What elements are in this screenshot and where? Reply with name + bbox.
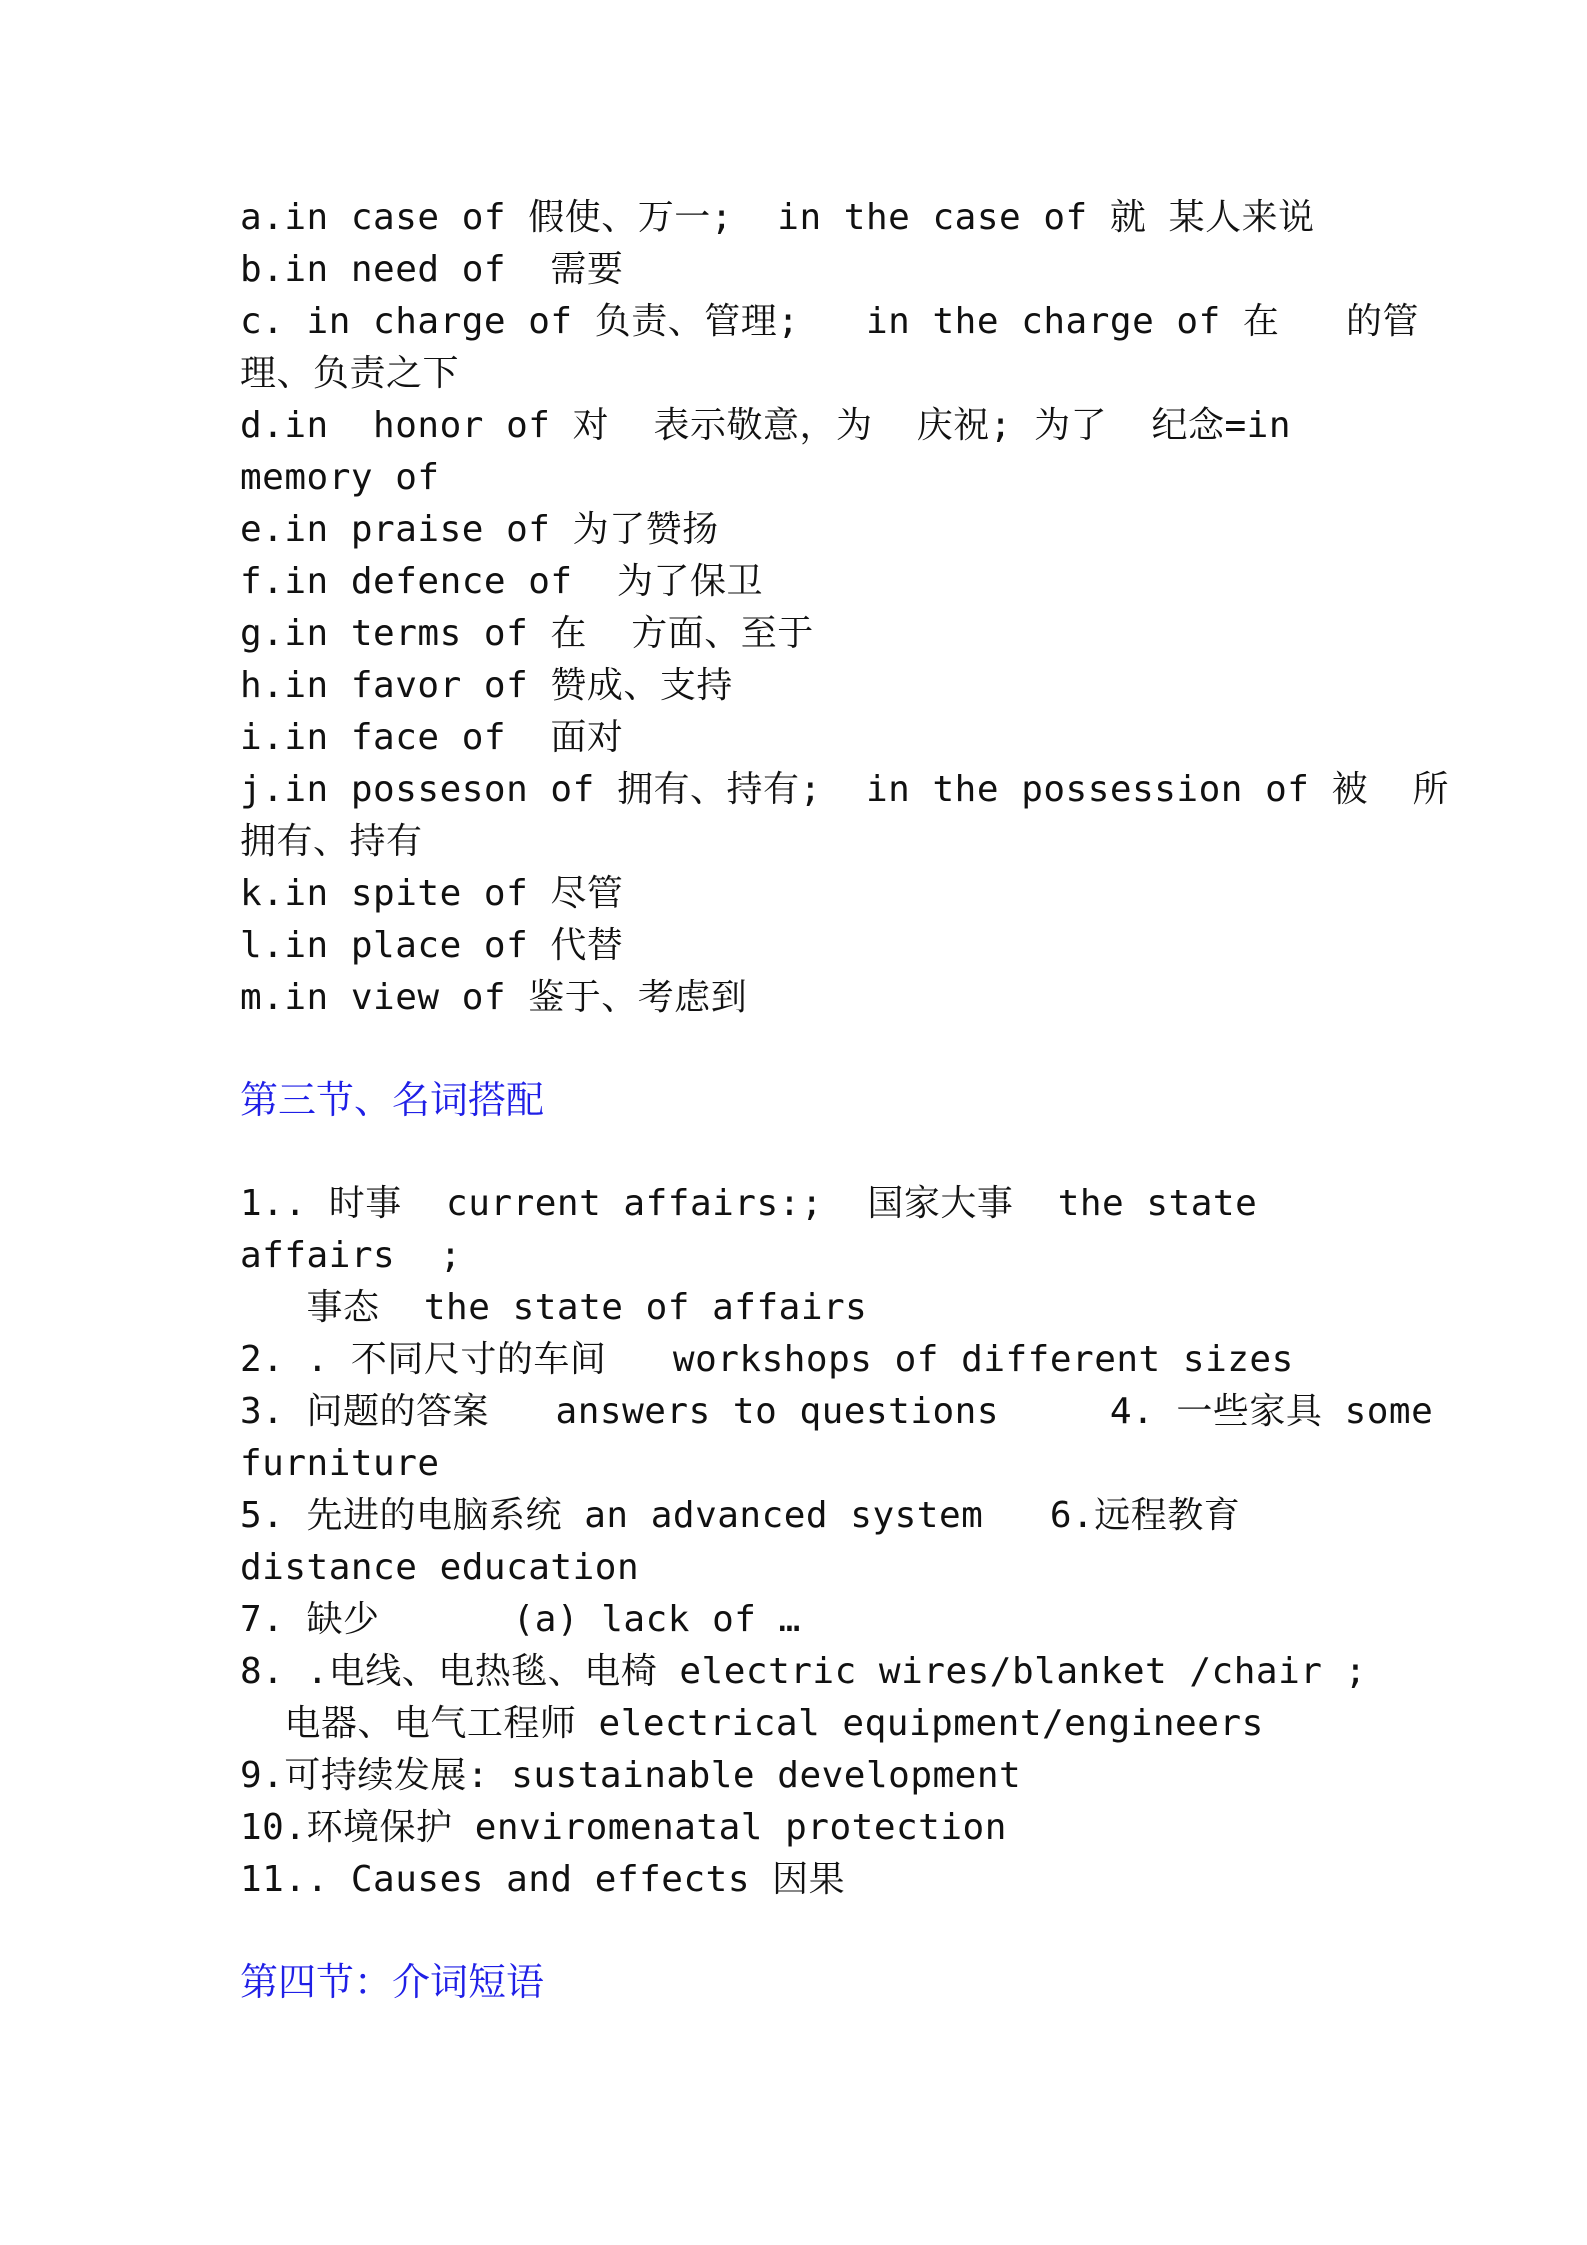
in-of-phrase-list — [240, 192, 1449, 1024]
collocation-line: 事态 the state of affairs — [240, 1287, 868, 1328]
noun-collocation-list — [240, 1178, 1434, 1906]
phrase-line: l.in place of 代替 — [240, 925, 624, 966]
phrase-line: b.in need of 需要 — [240, 249, 624, 290]
phrase-line: memory of — [240, 457, 440, 498]
phrase-line: k.in spite of 尽管 — [240, 873, 624, 914]
collocation-line: 9.可持续发展: sustainable development — [240, 1755, 1022, 1796]
collocation-line: 3. 问题的答案 answers to questions 4. 一些家具 some — [240, 1391, 1434, 1432]
phrase-line: c. in charge of 负责、管理; in the charge of 在 的管 — [240, 301, 1419, 342]
phrase-line: 理、负责之下 — [240, 353, 460, 394]
collocation-line: 5. 先进的电脑系统 an advanced system 6.远程教育 — [240, 1495, 1241, 1536]
phrase-line: m.in view of 鉴于、考虑到 — [240, 977, 748, 1018]
phrase-line: j.in posseson of 拥有、持有; in the possession of 被 所 — [240, 769, 1449, 810]
collocation-line: furniture — [240, 1443, 440, 1484]
collocation-line: distance education — [240, 1547, 640, 1588]
collocation-line: 8. .电线、电热毯、电椅 electric wires/blanket /chair ; — [240, 1651, 1367, 1692]
collocation-line: 10.环境保护 enviromenatal protection — [240, 1807, 1007, 1848]
section-heading-4: 第四节：介词短语 — [240, 1960, 545, 2004]
collocation-line: 电器、电气工程师 electrical equipment/engineers — [240, 1703, 1264, 1744]
phrase-line: d.in honor of 对 表示敬意，为 庆祝; 为了 纪念=in — [240, 405, 1292, 446]
collocation-line: 2. . 不同尺寸的车间 workshops of different sizes — [240, 1339, 1294, 1380]
phrase-line: i.in face of 面对 — [240, 717, 624, 758]
collocation-line: 1.. 时事 current affairs:; 国家大事 the state — [240, 1183, 1258, 1224]
phrase-line: g.in terms of 在 方面、至于 — [240, 613, 814, 654]
phrase-line: 拥有、持有 — [240, 821, 423, 862]
collocation-line: affairs ; — [240, 1235, 462, 1276]
section-heading-3: 第三节、名词搭配 — [240, 1078, 545, 1122]
collocation-line: 7. 缺少 (a) lack of … — [240, 1599, 801, 1640]
collocation-line: 11.. Causes and effects 因果 — [240, 1859, 846, 1900]
phrase-line: f.in defence of 为了保卫 — [240, 561, 763, 602]
document-page — [240, 192, 1449, 2008]
phrase-line: a.in case of 假使、万一; in the case of 就 某人来说 — [240, 197, 1315, 238]
phrase-line: h.in favor of 赞成、支持 — [240, 665, 733, 706]
phrase-line: e.in praise of 为了赞扬 — [240, 509, 719, 550]
